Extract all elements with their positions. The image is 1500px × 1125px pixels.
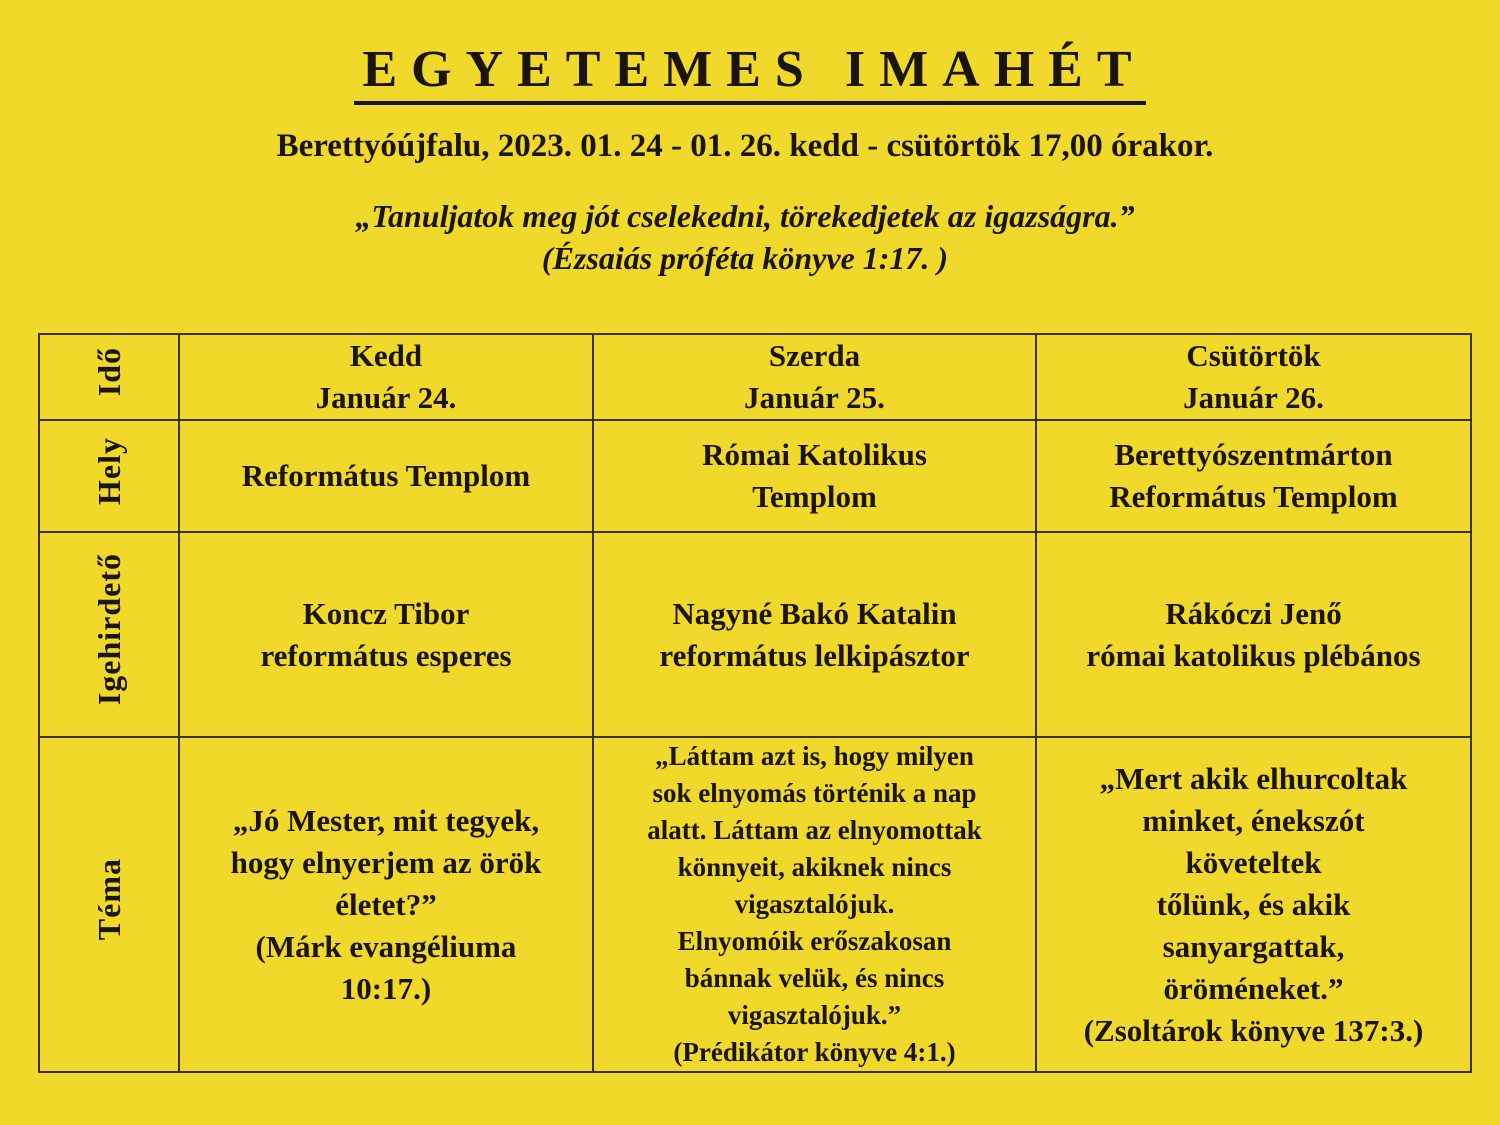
cell-text-line: Református Templom [1109, 479, 1398, 514]
cell-text-line: római katolikus plébános [1086, 637, 1421, 673]
cell-text-line: Református Templom [241, 458, 531, 493]
cell-text-line: Január 24. [315, 380, 457, 415]
cell-text-line: életet?” [335, 886, 437, 922]
cell-text-line: vigasztalójuk. [734, 889, 895, 919]
cell-text-line: (Zsoltárok könyve 137:3.) [1083, 1012, 1424, 1048]
cell-text-line: Koncz Tibor [302, 595, 470, 631]
cell-text-line: Január 25. [744, 380, 885, 415]
cell-text-line: Szerda [768, 338, 861, 373]
cell-text-line: (Márk evangéliuma [255, 928, 517, 964]
cell-igehirdeto-szerda [593, 532, 1036, 737]
table-row-tema [39, 737, 1471, 1072]
cell-tema-csutortok [1036, 737, 1471, 1072]
cell-text-line: (Prédikátor könyve 4:1.) [673, 1037, 956, 1067]
table-row-ido [39, 334, 1471, 420]
cell-ido-szerda [593, 334, 1036, 420]
motto-quote [0, 195, 1490, 279]
cell-text-line: Január 26. [1183, 380, 1324, 415]
cell-text-line: vigasztalójuk.” [727, 1000, 902, 1030]
cell-text-line: hogy elnyerjem az örök [230, 844, 542, 880]
cell-text-line: Nagyné Bakó Katalin [672, 595, 957, 631]
cell-text-line: „Mert akik elhurcoltak [1099, 760, 1408, 796]
cell-hely-kedd [179, 420, 593, 532]
cell-text-line: minket, énekszót [1142, 802, 1365, 838]
cell-text-line: sok elnyomás történik a nap [652, 778, 977, 808]
cell-text-line: Csütörtök [1186, 338, 1321, 373]
cell-text-line: Kedd [349, 338, 423, 373]
cell-text-line: Elnyomóik erőszakosan [677, 926, 952, 956]
cell-tema-szerda [593, 737, 1036, 1072]
row-label-ido: Idő [39, 334, 179, 420]
cell-text-line: öröméneket.” [1163, 970, 1344, 1006]
table-row-hely [39, 420, 1471, 532]
cell-text-line: „Láttam azt is, hogy milyen [655, 741, 974, 771]
cell-hely-csutortok [1036, 420, 1471, 532]
cell-text-line: alatt. Láttam az elnyomottak [647, 815, 982, 845]
motto-text: „Tanuljatok meg jót cselekedni, törekedjetek az igazságra.” [355, 198, 1135, 234]
row-label-hely: Hely [39, 420, 179, 532]
cell-text-line: tőlünk, és akik [1156, 886, 1351, 922]
cell-hely-szerda [593, 420, 1036, 532]
cell-text-line: sanyargattak, [1162, 928, 1345, 964]
cell-igehirdeto-kedd [179, 532, 593, 737]
motto-reference: (Ézsaiás próféta könyve 1:17. ) [541, 240, 949, 276]
poster-title-text: EGYETEMES IMAHÉT [354, 40, 1145, 105]
cell-text-line: Templom [752, 479, 877, 514]
cell-ido-csutortok [1036, 334, 1471, 420]
schedule-table [38, 333, 1472, 1073]
cell-text-line: Berettyószentmárton [1114, 437, 1393, 472]
cell-text-line: Rákóczi Jenő [1165, 595, 1342, 631]
event-subtitle: Berettyóújfalu, 2023. 01. 24 - 01. 26. kedd - csütörtök 17,00 órakor. [276, 128, 1214, 164]
cell-text-line: követeltek [1185, 844, 1322, 880]
cell-text-line: református esperes [260, 637, 512, 673]
cell-text-line: „Jó Mester, mit tegyek, [232, 802, 540, 838]
row-label-tema: Téma [39, 737, 179, 1072]
cell-text-line: bánnak velük, és nincs [684, 963, 945, 993]
cell-text-line: 10:17.) [340, 970, 432, 1006]
cell-igehirdeto-csutortok [1036, 532, 1471, 737]
row-label-igehirdeto: Igehirdető [39, 532, 179, 737]
cell-text-line: református lelkipásztor [659, 637, 970, 673]
cell-text-line: Római Katolikus [702, 437, 927, 472]
cell-ido-kedd [179, 334, 593, 420]
cell-text-line: könnyeit, akiknek nincs [677, 852, 952, 882]
cell-tema-kedd [179, 737, 593, 1072]
table-row-igehirdeto [39, 532, 1471, 737]
poster-title [0, 40, 1500, 105]
